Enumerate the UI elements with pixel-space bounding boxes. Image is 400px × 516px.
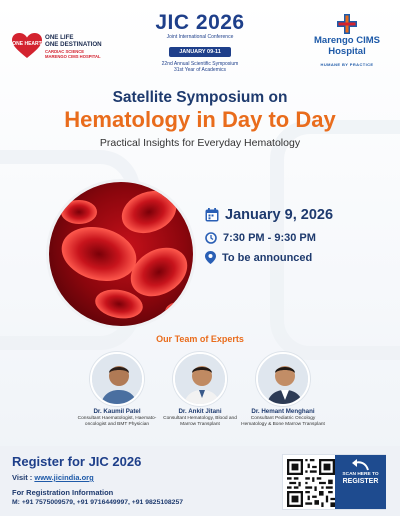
scan-here-label — [335, 455, 386, 509]
visit-line — [12, 473, 94, 482]
logo-line1: ONE LIFE — [45, 34, 74, 41]
marengo-hospital: Hospital — [328, 46, 366, 57]
title-line2: Hematology in Day to Day — [64, 107, 336, 132]
visit-label: Visit : — [12, 473, 35, 482]
one-heart-logo — [12, 32, 116, 62]
website-link[interactable]: www.jicindia.org — [34, 473, 94, 482]
scan-line1: SCAN HERE TO — [342, 472, 379, 477]
hospital-icon — [337, 14, 357, 34]
clock-icon — [205, 232, 217, 244]
jic-line1: 22nd Annual Scientific Symposium — [161, 61, 239, 67]
jic-title: JIC 2026 — [155, 11, 245, 34]
phone-numbers: M: +91 7575009579, +91 9716449997, +91 9825108257 — [12, 499, 184, 506]
expert-name: Dr. Ankit Jitani — [178, 408, 222, 415]
curved-arrow-icon — [351, 458, 371, 472]
event-time: 7:30 PM - 9:30 PM — [223, 232, 316, 244]
heart-icon — [12, 33, 42, 59]
event-date: January 9, 2026 — [225, 207, 334, 223]
expert-desc: Consultant Haematologist, Haemato-oncologist and BMT Physician — [77, 416, 157, 428]
title-line3: Practical Insights for Everyday Hematology — [99, 137, 301, 149]
person-photo — [175, 354, 227, 406]
team-heading: Our Team of Experts — [156, 334, 244, 344]
expert-desc: Consultant Pediatric Oncology Hematology & Bone Marrow Transplant — [241, 416, 325, 428]
expert-card — [228, 352, 338, 428]
scan-line2: REGISTER — [342, 478, 379, 485]
logo-line4: MARENGO CIMS HOSPITAL — [45, 54, 101, 59]
avatar — [256, 352, 310, 406]
qr-register-box[interactable] — [282, 454, 386, 510]
qr-code-icon[interactable] — [287, 459, 335, 507]
jic-subtitle: Joint International Conference — [166, 34, 234, 40]
jic-line2: 31st Year of Academics — [174, 67, 226, 73]
blood-cells-image — [49, 182, 193, 326]
title-line1: Satellite Symposium on — [112, 89, 288, 106]
logo-line2: ONE DESTINATION — [45, 41, 102, 48]
expert-desc: Consultant Hematology, Blood and Marrow Transplant — [163, 416, 237, 428]
event-date-row — [205, 207, 333, 223]
event-venue: To be announced — [222, 251, 313, 264]
heart-text: ONE HEART — [12, 41, 42, 47]
avatar — [90, 352, 144, 406]
expert-name: Dr. Kaumil Patel — [93, 408, 141, 415]
marengo-name: Marengo CIMS — [314, 35, 380, 46]
registration-info: For Registration Information — [12, 488, 114, 497]
event-time-row — [205, 232, 316, 244]
blood-cells-illustration — [49, 182, 193, 326]
register-heading: Register for JIC 2026 — [12, 454, 142, 469]
location-pin-icon — [205, 251, 216, 264]
logo-line3: CARDIAC SCIENCE — [45, 49, 85, 54]
event-venue-row — [205, 251, 312, 264]
expert-name: Dr. Hemant Menghani — [251, 408, 315, 415]
calendar-icon — [205, 208, 219, 222]
person-photo — [258, 354, 310, 406]
person-photo — [92, 354, 144, 406]
jic-logo — [150, 12, 250, 73]
marengo-tagline: HUMANE BY PRACTICE — [320, 62, 374, 67]
marengo-logo — [306, 14, 388, 67]
avatar — [173, 352, 227, 406]
jic-date: JANUARY 09-11 — [169, 47, 231, 57]
